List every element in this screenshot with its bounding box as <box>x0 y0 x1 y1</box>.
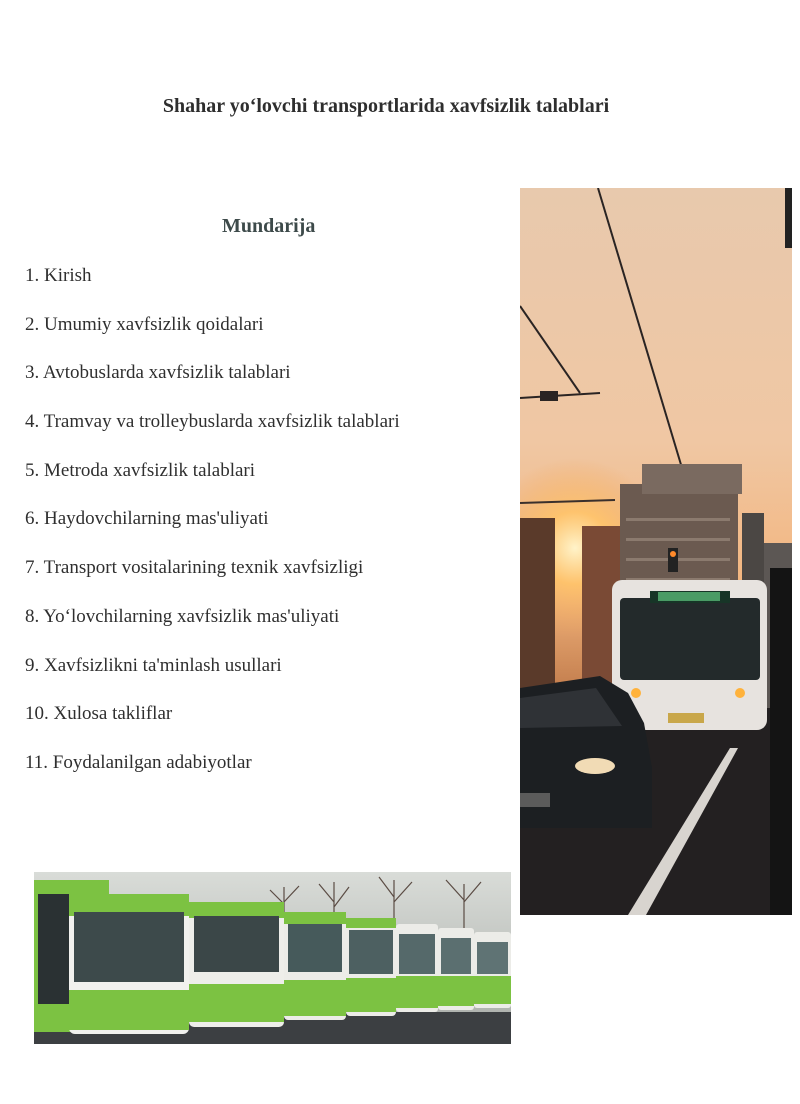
green-buses-row-photo <box>34 872 511 1044</box>
toc-item: 11. Foydalanilgan adabiyotlar <box>25 751 252 773</box>
toc-item: 8. Yo‘lovchilarning xavfsizlik mas'uliyati <box>25 605 340 627</box>
toc-item: 4. Tramvay va trolleybuslarda xavfsizlik talablari <box>25 411 400 433</box>
toc-item: 7. Transport vositalarining texnik xavfsizligi <box>25 557 364 579</box>
toc-item: 9. Xavfsizlikni ta'minlash usullari <box>25 654 282 676</box>
toc-item: 10. Xulosa takliflar <box>25 703 173 725</box>
page-title: Shahar yo‘lovchi transportlarida xavfsizlik talablari <box>162 95 610 117</box>
toc-item: 3. Avtobuslarda xavfsizlik talablari <box>25 362 291 384</box>
toc-item: 2. Umumiy xavfsizlik qoidalari <box>25 313 264 335</box>
city-bus-sunset-photo <box>520 188 792 915</box>
toc-heading: Mundarija <box>222 215 316 237</box>
toc-item: 6. Haydovchilarning mas'uliyati <box>25 508 269 530</box>
table-of-contents <box>25 262 400 798</box>
toc-item: 5. Metroda xavfsizlik talablari <box>25 459 256 481</box>
toc-item: 1. Kirish <box>25 265 92 286</box>
